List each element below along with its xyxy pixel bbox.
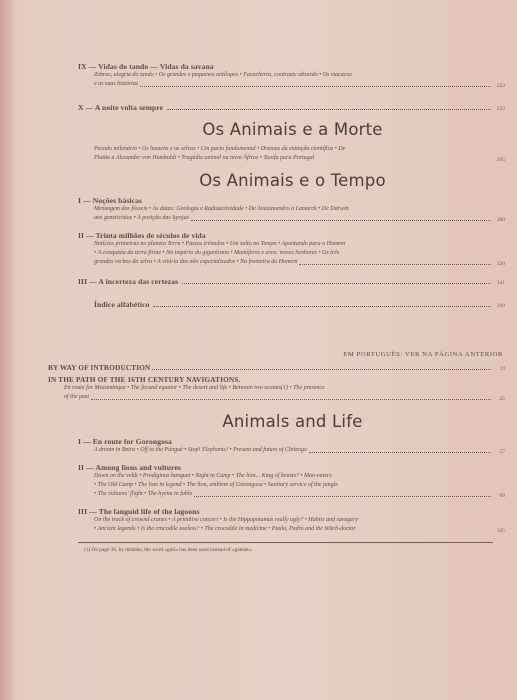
toc-subtopics-line: e as suas histórias [94, 81, 139, 87]
toc-heading: BY WAY OF INTRODUCTION [48, 364, 151, 372]
toc-heading: III — The languid life of the lagoons [78, 507, 200, 516]
toc-entry-index [94, 300, 507, 309]
toc-heading: II — Trinta milhões de séculos de vida [78, 231, 206, 240]
toc-subtopics-line: grandes verbos da selva • A vitória dos não especializados • Na fronteira do Homem [94, 259, 298, 265]
dotted-leader [91, 399, 491, 400]
page-number: 223 [496, 83, 505, 89]
dotted-leader [152, 369, 491, 370]
toc-subtopics-line: aos geneticistas • A posição das Igrejas [94, 215, 189, 221]
section-title: Animals and Life [222, 412, 363, 431]
toc-subtopics-line: On the track of crownd cranes • A primitive concert • Is the Hippopotamus really ugly? • Habits and savagery [94, 517, 359, 523]
dotted-leader [309, 452, 491, 453]
toc-heading: IN THE PATH OF THE 16TH CENTURY NAVIGATIONS. [48, 376, 241, 384]
toc-subtopics-line: • The vultures' flight • The hyena in fable [94, 491, 193, 497]
toc-subtopics-line: A dream in Beira • Off to the Púnguè • Stop! Elephants! • Present and future of Chitengo [94, 447, 307, 453]
toc-subtopics-line: Notícias primeiras no planeta Terra • Passos trémulos • Um salto no Tempo • Apontando para o Homem [94, 241, 346, 247]
section-title: Os Animais e a Morte [202, 120, 383, 139]
toc-subtopics-line: En route for Mozambique • The fecund equator • The desert and life • Between two oceans(1) • The presence [64, 385, 325, 391]
page-gutter [0, 0, 14, 700]
toc-entry-x [78, 103, 507, 112]
section-title: Os Animais e o Tempo [199, 171, 386, 190]
toc-subtopics-line: • Ancient legends • Is the crocodile useless? • The crocodile in medicine • Paulo, Pedro and the Witch-doctor [94, 526, 356, 532]
toc-subtopics-line: Pecado milenário • Os homens e as selvas • Um pacto fundamental • Dramas da extinção científica • De [94, 146, 346, 152]
toc-entry-intro [48, 364, 507, 372]
toc-subtopics-line: Platão a Alexander von Humboldt • Tragédia animal na nova África • Tarefa para Portugal [94, 155, 315, 161]
dotted-leader [194, 496, 491, 497]
page-number: 341 [496, 280, 505, 286]
toc-subtopics-line: • The Old Camp • The lion in legend • The lion, emblem of Gorongosa • Sanitary service of the jungle [94, 482, 338, 488]
toc-subtopics-line: Mensagem dos fósseis • As datas: Geologia e Radioactividade • De Anaximandro a Lamarck • De Darwin [94, 206, 349, 212]
language-note: EM PORTUGUÊS: VER NA PÁGINA ANTERIOR [343, 351, 503, 358]
page-number: 285 [496, 157, 505, 163]
toc-subtopics-line: Zebras, alegria do tando • Os grandes e pequenos antílopes • Facocheros, contraste absurdo • Os macacos [94, 72, 352, 78]
toc-heading: I — En route for Gorongosa [78, 437, 172, 446]
toc-entry-i [78, 196, 507, 223]
toc-entry-path [48, 376, 507, 402]
dotted-leader [140, 86, 491, 87]
toc-entry-en-ii [78, 463, 507, 499]
toc-heading: IX — Vidas do tando — Vidas da savana [78, 62, 214, 71]
toc-heading: II — Among lions and vultures [78, 463, 181, 472]
toc-heading: X — A noite volta sempre [78, 103, 164, 112]
page-number: 57 [499, 449, 505, 455]
page-number: 105 [496, 528, 505, 534]
toc-heading: I — Noções básicas [78, 196, 143, 205]
footnote-rule [78, 542, 493, 543]
page-number: 349 [496, 303, 505, 309]
page-number: 300 [496, 217, 505, 223]
toc-entry-en-i [78, 437, 507, 455]
toc-heading: III — A incerteza das certezas [78, 277, 179, 286]
toc-entry-ix [78, 62, 507, 89]
toc-subtopics-line: • A conquista da terra firme • No império do gigantismo • Mamíferos e aves: novos Senhores • Os três [94, 250, 340, 256]
page-number: 25 [499, 396, 505, 402]
footnote: (1) On page 36, by mistake, the word «gull» has been used instead of «gannet». [84, 547, 253, 553]
toc-entry-iii [78, 277, 507, 286]
page-number: 233 [496, 106, 505, 112]
toc-heading: Índice alfabético [94, 300, 150, 309]
toc-entry-en-iii [78, 507, 507, 534]
dotted-leader [153, 306, 491, 307]
toc-entry-morte [78, 145, 507, 163]
dotted-leader [191, 220, 491, 221]
toc-entry-ii [78, 231, 507, 267]
page-number: 69 [499, 493, 505, 499]
dotted-leader [182, 283, 491, 284]
toc-subtopics-line: Dawn on the veldt • Prodigious banquet • Night in Camp • The lion... King of beasts? • Man-eaters [94, 473, 332, 479]
toc-subtopics-line: of the past [64, 394, 89, 400]
dotted-leader [299, 264, 491, 265]
page-number: 19 [499, 366, 505, 372]
dotted-leader [167, 109, 491, 110]
page-number: 320 [496, 261, 505, 267]
